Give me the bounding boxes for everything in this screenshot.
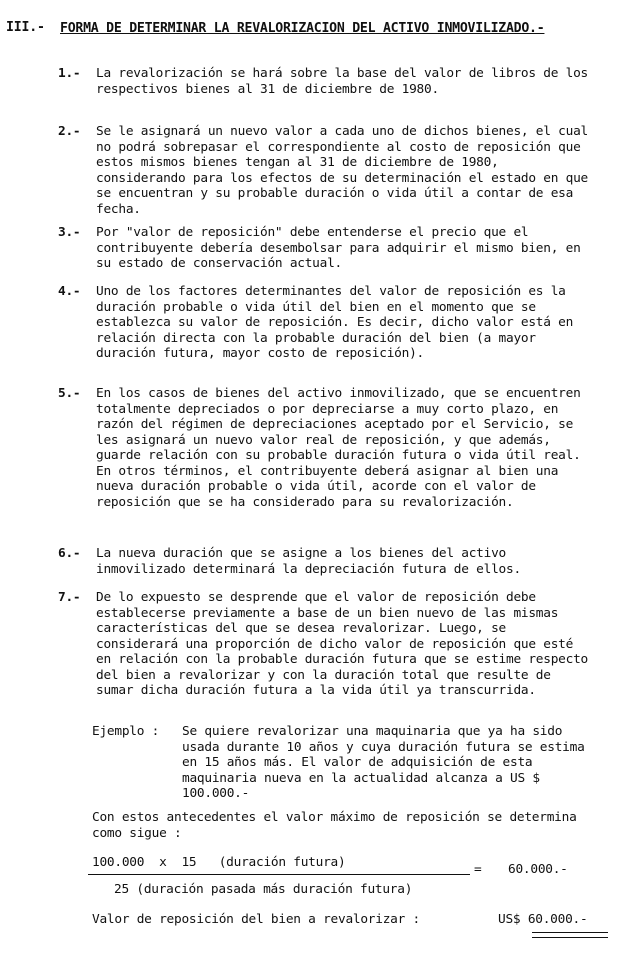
list-item [58,590,588,699]
item-number: 5.- [58,386,81,401]
final-value: US$ 60.000.- [498,912,588,927]
item-text: De lo expuesto se desprende que el valor de reposición debe establecerse previamente a base de un bien nuevo de las mismas características del que se desea revalorizar. Luego, se considerará una proporción de dicho valor de reposición que esté en relación con la probable duración futura que se estime respecto del bien a revalorizar y con la duración total que resulte de sumar dicha duración futura a la vida útil ya transcurrida. [96,590,588,698]
final-label: Valor de reposición del bien a revalorizar : [92,912,420,927]
item-number: 2.- [58,124,81,139]
list-item [58,284,588,362]
item-text: Uno de los factores determinantes del valor de reposición es la duración probable o vida útil del bien en el momento que se establezca su valor de reposición. Es decir, dicho valor está en relación directa con la probable duración del bien (a mayor duración futura, mayor costo de reposición). [96,284,574,361]
formula-result: 60.000.- [508,862,568,877]
item-number: 4.- [58,284,81,299]
item-text: Se le asignará un nuevo valor a cada uno de dichos bienes, el cual no podrá sobrepasar el correspondiente al costo de reposición que estos mismos bienes tengan al 31 de diciembre de 1980, considerando para los efectos de su determinación el estado en que se encuentran y su probable duración o vida útil a contar de esa fecha. [96,124,588,217]
formula-denominator: 25 (duración pasada más duración futura) [114,882,413,897]
list-item [58,66,588,97]
item-number: 1.- [58,66,81,81]
example-text: Se quiere revalorizar una maquinaria que ya ha sido usada durante 10 años y cuya duración futura se estima en 15 años más. El valor de adquisición de esta maquinaria nueva en la actualidad alcanza a US $ 100.000.- [182,724,585,801]
item-number: 7.- [58,590,81,605]
item-number: 3.- [58,225,81,240]
item-text: En los casos de bienes del activo inmovilizado, que se encuentren totalmente depreciados o por depreciarse a muy corto plazo, en razón del régimen de depreciaciones aceptado por el Servicio, se les asignará un nuevo valor real de reposición, y que además, guarde relación con su probable duración futura o vida útil real. En otros términos, el contribuyente deberá asignar al bien una nueva duración probable o vida útil, acorde con el valor de reposición que se ha considerado para su revalorización. [96,386,581,510]
item-number: 6.- [58,546,81,561]
item-text: La revalorización se hará sobre la base del valor de libros de los respectivos bienes al 31 de diciembre de 1980. [96,66,588,97]
list-item [58,386,588,510]
list-item [58,124,588,217]
fraction-line [88,874,470,875]
section-title: FORMA DE DETERMINAR LA REVALORIZACION DEL ACTIVO INMOVILIZADO.- [60,21,545,36]
antecedentes-text: Con estos antecedentes el valor máximo de reposición se determina como sigue : [92,810,577,841]
double-underline-2 [532,937,608,938]
double-underline-1 [532,932,608,933]
list-item [58,546,588,577]
section-number: III.- [6,20,45,35]
item-text: Por "valor de reposición" debe entenderse el precio que el contribuyente debería desembolsar para adquirir el mismo bien, en su estado de conservación actual. [96,225,581,271]
example-label: Ejemplo : [92,724,160,739]
formula-equals: = [474,862,482,877]
formula-numerator: 100.000 x 15 (duración futura) [92,855,346,870]
item-text: La nueva duración que se asigne a los bienes del activo inmovilizado determinará la depreciación futura de ellos. [96,546,521,577]
list-item [58,225,588,272]
